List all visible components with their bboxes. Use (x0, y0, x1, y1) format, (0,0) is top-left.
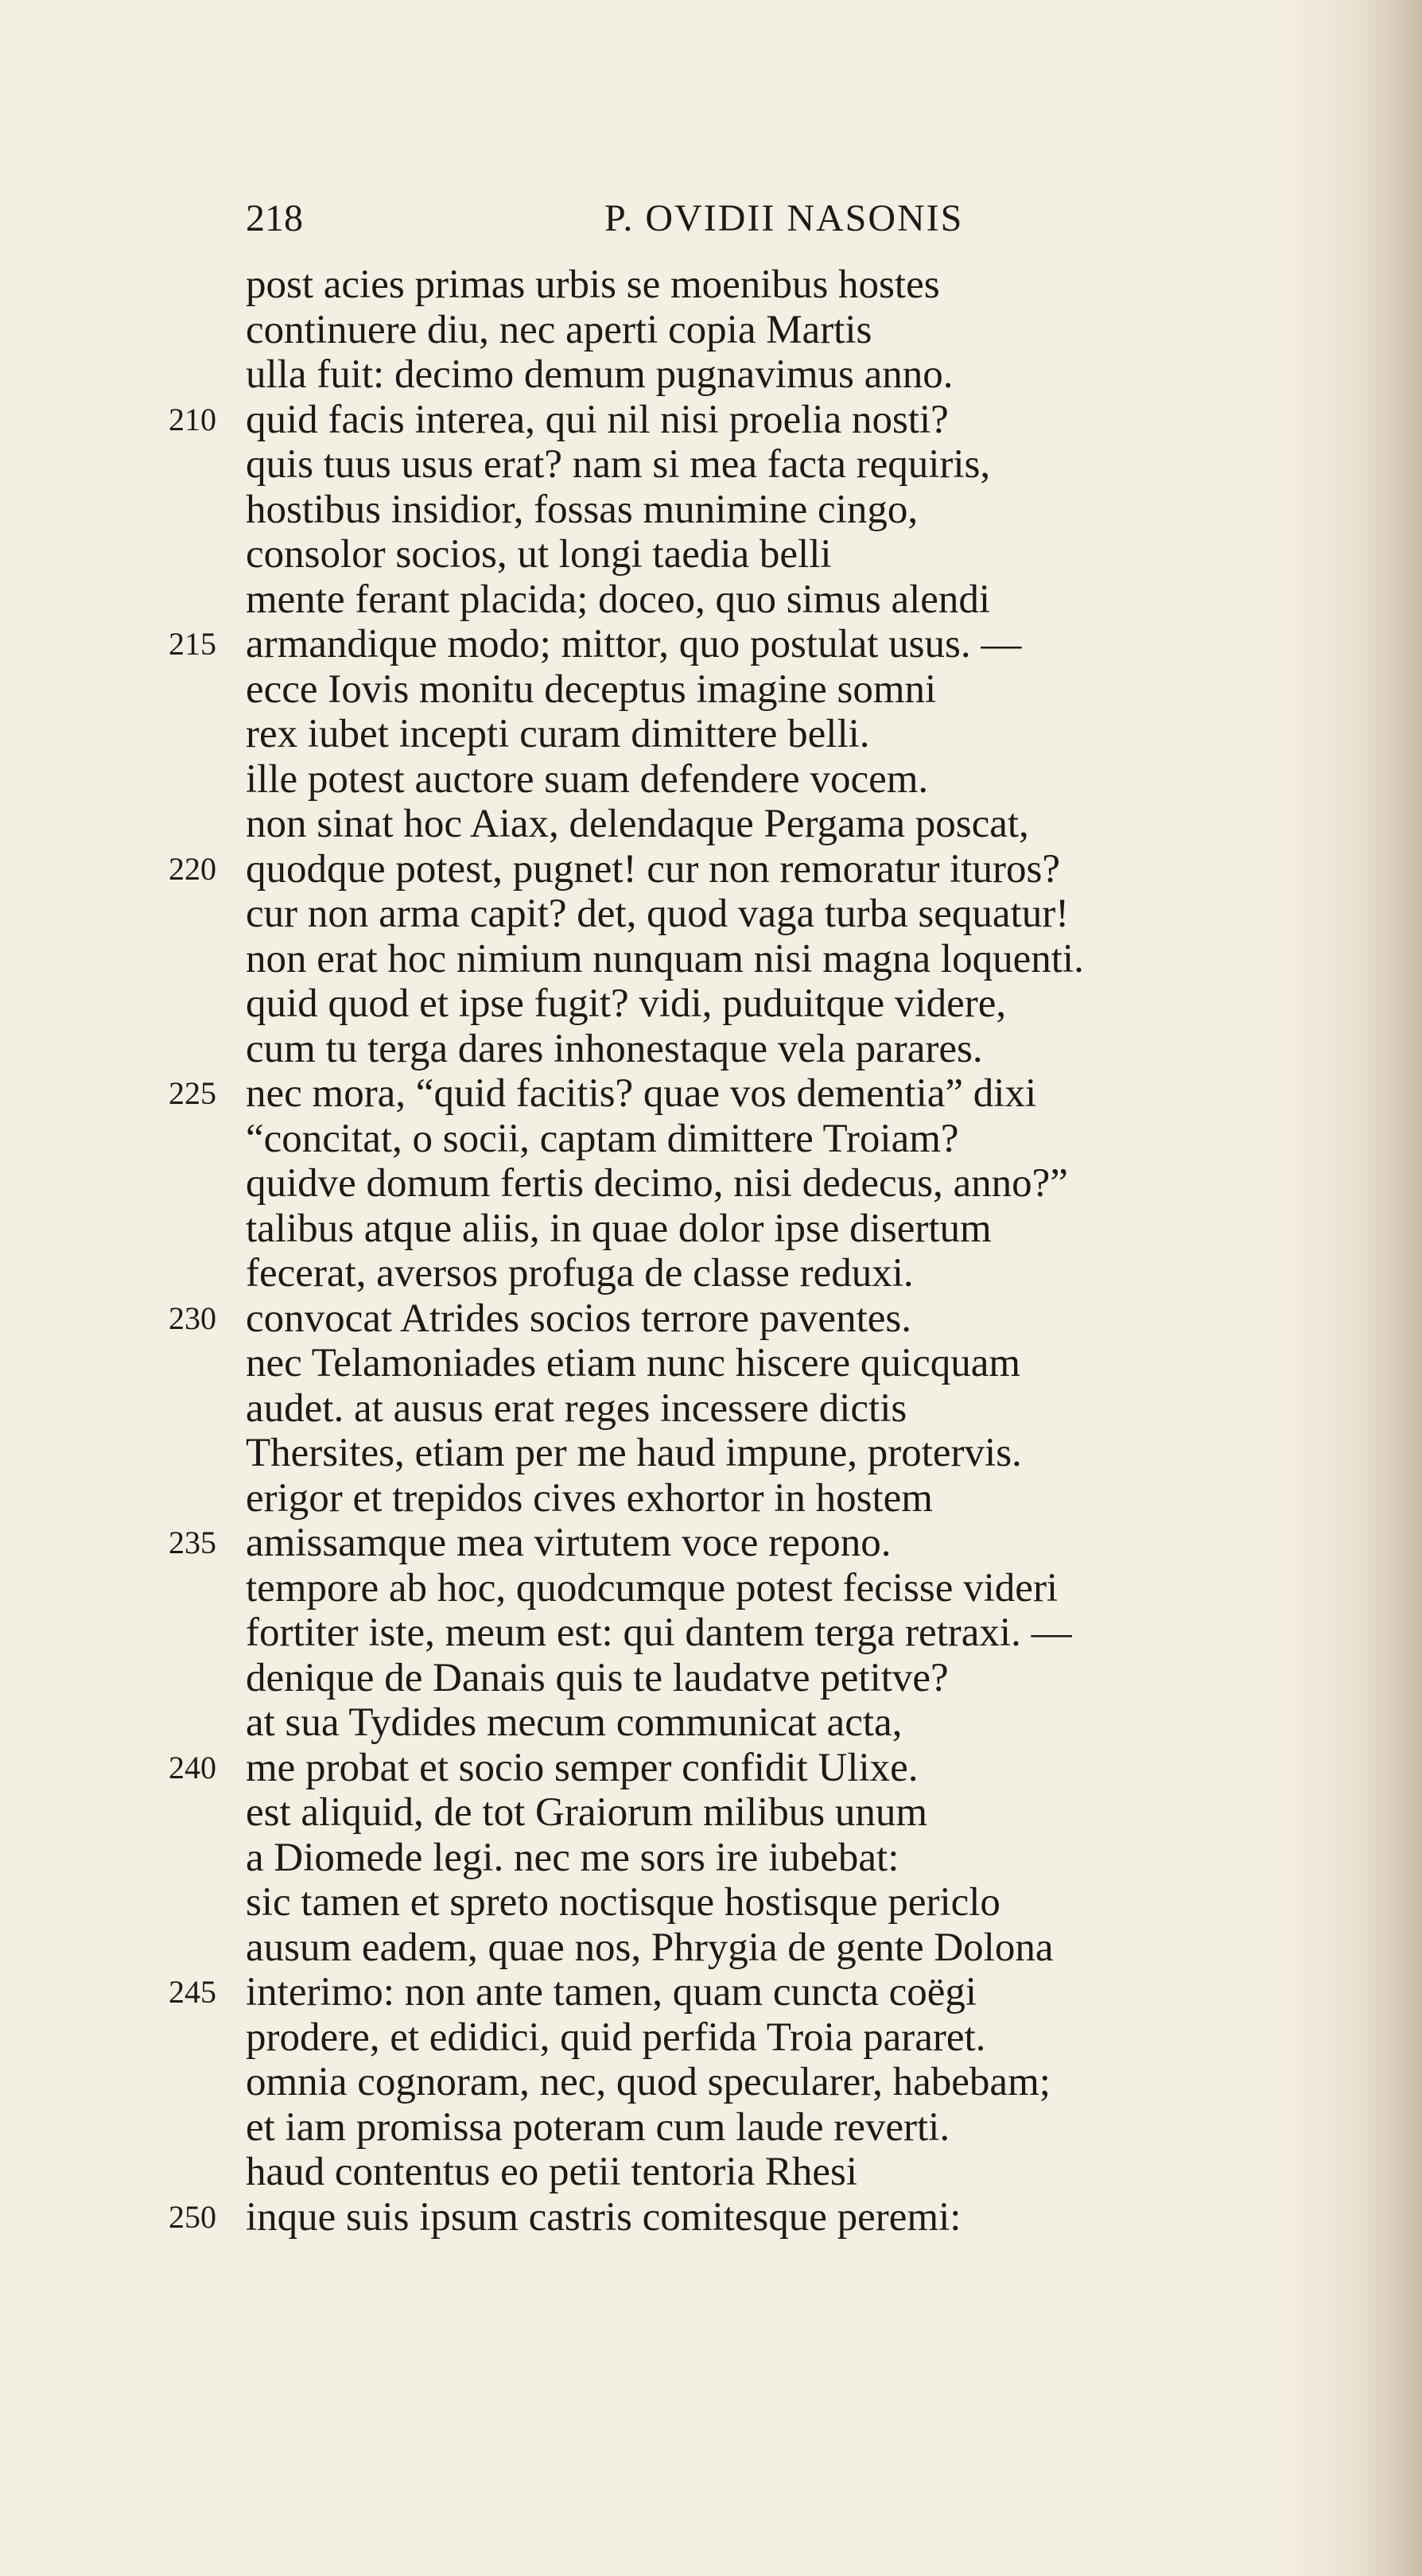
verse-text: ulla fuit: decimo demum pugnavimus anno. (246, 352, 954, 397)
verse-text: me probat et socio semper confidit Ulixe. (246, 1745, 919, 1790)
verse-line (0, 2105, 1422, 2151)
verse-text: ille potest auctore suam defendere vocem. (246, 756, 929, 802)
verse-text: consolor socios, ut longi taedia belli (246, 532, 832, 577)
verse-line (0, 1476, 1422, 1521)
verse-text: convocat Atrides socios terrore paventes. (246, 1296, 911, 1341)
verse-text: inque suis ipsum castris comitesque peremi: (246, 2194, 962, 2240)
verse-line (0, 1161, 1422, 1206)
verse-line (0, 1925, 1422, 1971)
line-number: 240 (169, 1749, 216, 1785)
line-number: 250 (169, 2198, 216, 2235)
verse-text: cum tu terga dares inhonestaque vela parares. (246, 1026, 983, 1071)
verse-line (0, 308, 1422, 353)
verse-text: quidve domum fertis decimo, nisi dedecus, anno?” (246, 1161, 1068, 1206)
verse-line (0, 1970, 1422, 2015)
verse-line (0, 1431, 1422, 1476)
verse-line (0, 937, 1422, 982)
verse-text: hostibus insidior, fossas munimine cingo, (246, 487, 919, 532)
verse-line (0, 622, 1422, 667)
verse-line (0, 577, 1422, 623)
verse-text: tempore ab hoc, quodcumque potest fecisse videri (246, 1565, 1059, 1610)
verse-line (0, 847, 1422, 892)
verse-line (0, 667, 1422, 713)
verse-text: denique de Danais quis te laudatve petitve? (246, 1655, 949, 1700)
verse-line (0, 1656, 1422, 1701)
verse-line (0, 1206, 1422, 1252)
verse-text: quid facis interea, qui nil nisi proelia nosti? (246, 397, 949, 442)
verse-text: fortiter iste, meum est: qui dantem terga retraxi. — (246, 1610, 1072, 1655)
verse-line (0, 1071, 1422, 1117)
verse-line (0, 1700, 1422, 1746)
verse-text: quid quod et ipse fugit? vidi, puduitque videre, (246, 981, 1007, 1026)
line-number: 220 (169, 850, 216, 887)
verse-line (0, 2195, 1422, 2240)
verse-text: et iam promissa poteram cum laude reverti. (246, 2104, 950, 2150)
verse-text: Thersites, etiam per me haud impune, protervis. (246, 1431, 1022, 1475)
verse-line (0, 802, 1422, 847)
verse-text: armandique modo; mittor, quo postulat usus. — (246, 622, 1022, 666)
line-number: 210 (169, 401, 216, 437)
verse-line (0, 1521, 1422, 1566)
verse-line (0, 398, 1422, 443)
verse-text: haud contentus eo petii tentoria Rhesi (246, 2150, 858, 2194)
verse-line (0, 1341, 1422, 1386)
verse-line (0, 2150, 1422, 2195)
verse-text: amissamque mea virtutem voce repono. (246, 1521, 892, 1565)
verse-line (0, 1251, 1422, 1296)
verse-text: cur non arma capit? det, quod vaga turba sequatur! (246, 892, 1070, 936)
verse-text: est aliquid, de tot Graiorum milibus unum (246, 1790, 927, 1835)
line-number: 215 (169, 626, 216, 662)
verse-text: nec Telamoniades etiam nunc hiscere quicquam (246, 1341, 1021, 1385)
verse-line (0, 1296, 1422, 1342)
line-number: 225 (169, 1075, 216, 1111)
verse-text: a Diomede legi. nec me sors ire iubebat: (246, 1835, 899, 1880)
verse-text: continuere diu, nec aperti copia Martis (246, 307, 872, 352)
verse-text: erigor et trepidos cives exhortor in hostem (246, 1475, 933, 1521)
verse-line (0, 1117, 1422, 1162)
verse-block (0, 262, 1422, 2240)
line-number: 245 (169, 1974, 216, 2010)
verse-text: quodque potest, pugnet! cur non remoratur ituros? (246, 846, 1060, 892)
verse-line (0, 532, 1422, 577)
verse-text: ecce Iovis monitu deceptus imagine somni (246, 666, 937, 712)
verse-line (0, 2015, 1422, 2061)
verse-line (0, 892, 1422, 937)
verse-text: nec mora, “quid facitis? quae vos dementia” dixi (246, 1071, 1037, 1116)
verse-line (0, 1836, 1422, 1881)
line-number: 235 (169, 1525, 216, 1560)
verse-line (0, 1566, 1422, 1611)
page-number: 218 (246, 197, 303, 239)
verse-text: sic tamen et spreto noctisque hostisque periclo (246, 1880, 1000, 1925)
verse-text: audet. at ausus erat reges incessere dictis (246, 1385, 907, 1431)
verse-text: non sinat hoc Aiax, delendaque Pergama poscat, (246, 802, 1029, 846)
verse-line (0, 352, 1422, 398)
verse-text: interimo: non ante tamen, quam cuncta coëgi (246, 1970, 977, 2015)
verse-line (0, 262, 1422, 308)
verse-line (0, 2060, 1422, 2105)
verse-text: post acies primas urbis se moenibus hostes (246, 262, 940, 307)
verse-line (0, 1880, 1422, 1925)
verse-text: “concitat, o socii, captam dimittere Troiam? (246, 1116, 959, 1161)
verse-text: omnia cognoram, nec, quod specularer, habebam; (246, 2060, 1051, 2104)
line-number: 230 (169, 1300, 216, 1336)
verse-text: mente ferant placida; doceo, quo simus alendi (246, 577, 991, 622)
running-title: P. OVIDII NASONIS (604, 197, 964, 239)
verse-text: fecerat, aversos profuga de classe reduxi. (246, 1251, 914, 1296)
verse-text: talibus atque aliis, in quae dolor ipse disertum (246, 1206, 992, 1251)
verse-text: quis tuus usus erat? nam si mea facta requiris, (246, 442, 991, 487)
running-head (246, 191, 1304, 247)
verse-line (0, 442, 1422, 488)
verse-line (0, 488, 1422, 533)
verse-line (0, 1027, 1422, 1072)
verse-line (0, 1386, 1422, 1432)
verse-line (0, 1746, 1422, 1791)
verse-line (0, 712, 1422, 757)
verse-text: ausum eadem, quae nos, Phrygia de gente Dolona (246, 1925, 1054, 1970)
verse-text: non erat hoc nimium nunquam nisi magna loquenti. (246, 936, 1084, 981)
verse-text: prodere, et edidici, quid perfida Troia pararet. (246, 2015, 986, 2060)
verse-line (0, 1610, 1422, 1656)
verse-line (0, 757, 1422, 802)
verse-line (0, 1790, 1422, 1836)
verse-line (0, 981, 1422, 1027)
verse-text: rex iubet incepti curam dimittere belli. (246, 712, 870, 756)
verse-text: at sua Tydides mecum communicat acta, (246, 1700, 903, 1745)
